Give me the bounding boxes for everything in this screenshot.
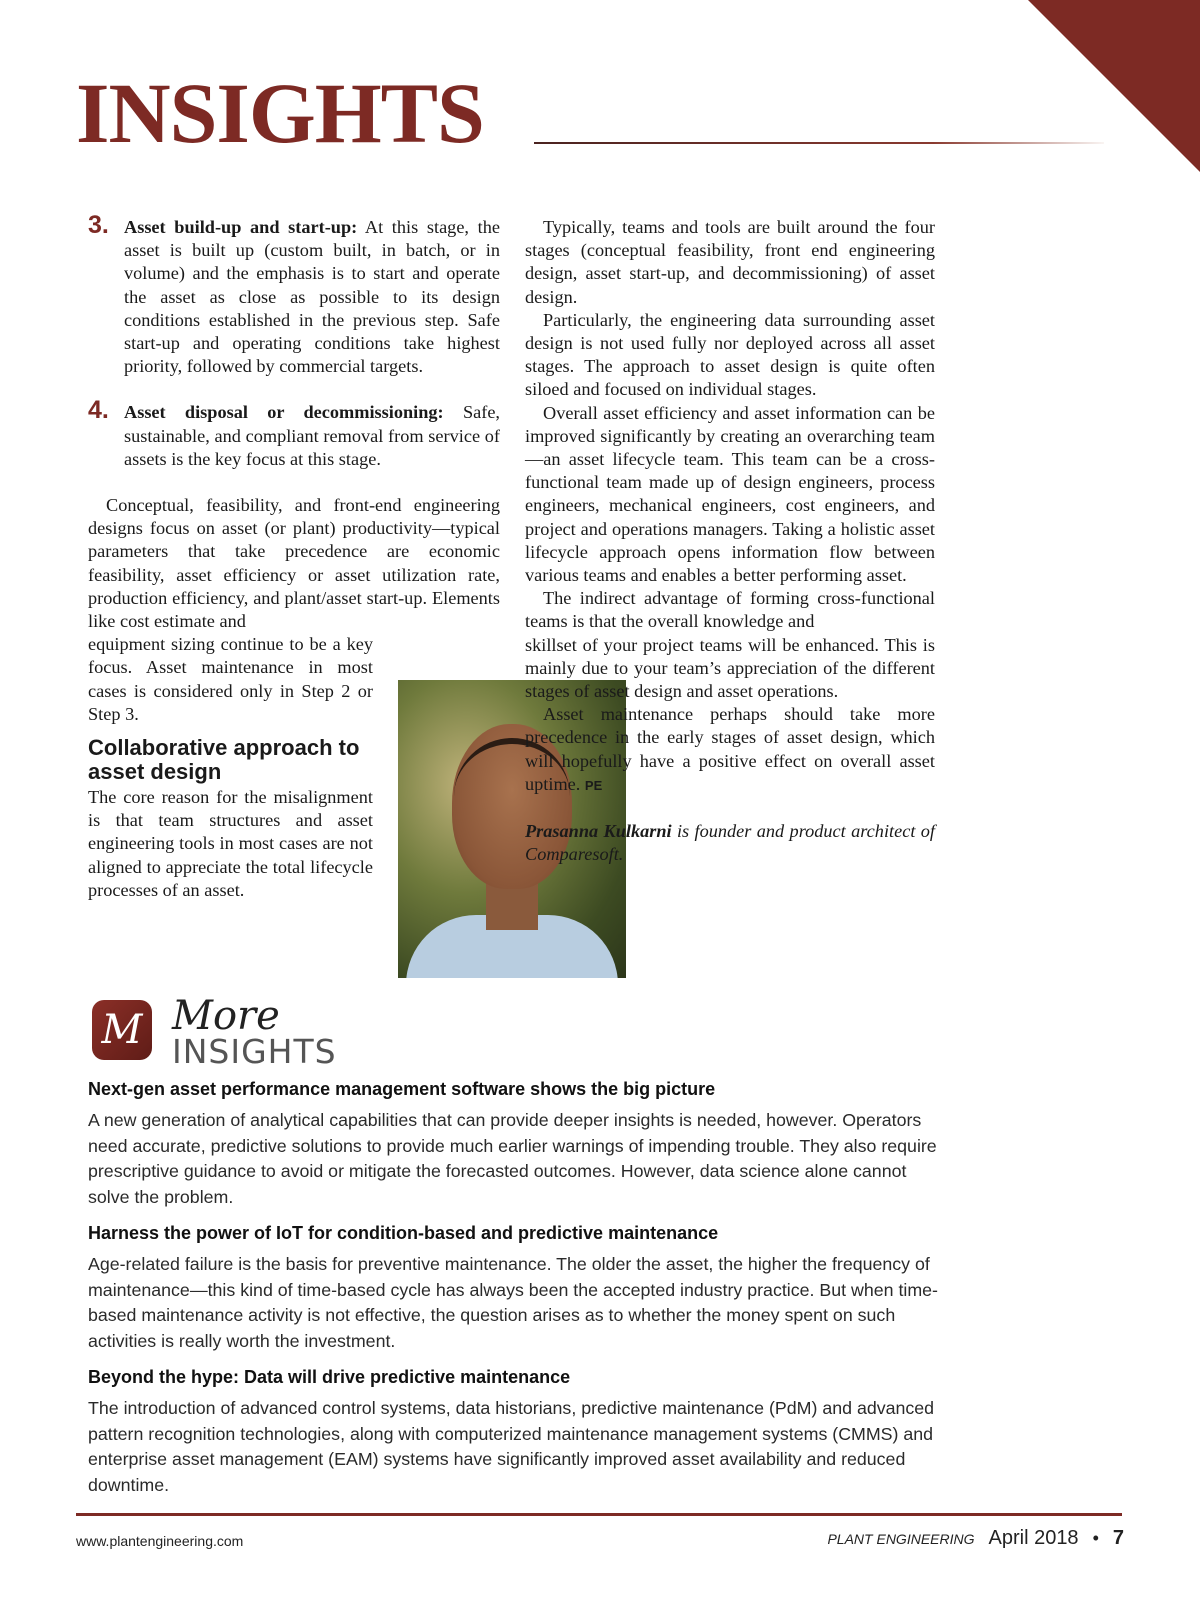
list-item[interactable] (88, 1220, 948, 1354)
more-insights-heading-bottom: INSIGHTS (172, 1032, 337, 1071)
body-paragraph: Asset maintenance perhaps should take more precedence in the early stages of asset design, which will hopefully have a positive effect on overall asset uptime. PE (525, 704, 935, 794)
body-paragraph: The indirect advantage of forming cross-functional teams is that the overall knowledge and (525, 588, 935, 632)
list-item-text: Safe, sustainable, and compliant removal from service of assets is the key focus at this stage. (124, 402, 500, 469)
body-paragraph: equipment sizing continue to be a key focus. Asset maintenance in most cases is considered only in Step 2 or Step 3. (88, 634, 373, 724)
footer-url[interactable]: www.plantengineering.com (76, 1533, 244, 1549)
title-rule (534, 142, 1104, 144)
list-item-text: At this stage, the asset is built up (custom built, in batch, or in volume) and the emphasis is to start and operate the asset as close as possible to its design conditions established in the previous step. Safe start-up and operating conditions take highest priority, followed by commercial targets. (124, 217, 500, 377)
more-insights-list (88, 1076, 948, 1508)
page-number: 7 (1112, 1527, 1124, 1549)
list-item-label: Asset disposal or decommissioning: (124, 402, 444, 423)
article-summary: The introduction of advanced control systems, data historians, predictive maintenance (PdM) and advanced pattern recognition technologies, along with computerized maintenance management systems (CMMS) and enterprise asset management (EAM) systems have significantly improved asset availability and reduced downtime. (88, 1398, 935, 1495)
subheading: Collaborative approach to asset design (88, 735, 360, 785)
list-item[interactable] (88, 1076, 948, 1210)
list-number: 3. (88, 211, 109, 239)
body-paragraph: Overall asset efficiency and asset information can be improved significantly by creating an overarching team—an asset lifecycle team. This team can be a cross-functional team made up of design engineers, process engineers, mechanical engineers, cost engineers, and project and operations managers. Taking a holistic asset lifecycle approach opens information flow between various teams and enables a better performing asset. (525, 402, 935, 586)
list-item-label: Asset build-up and start-up: (124, 217, 358, 237)
section-title: INSIGHTS (76, 65, 484, 161)
body-paragraph: Conceptual, feasibility, and front-end engineering designs focus on asset (or plant) productivity—typical parameters that take precedence are economic feasibility, asset efficiency or asset utilization rate, production efficiency, and plant/asset start-up. Elements like cost estimate and (88, 495, 500, 632)
list-item-3 (88, 211, 500, 378)
issue-date: April 2018 (988, 1527, 1079, 1549)
logo-letter: M (92, 1000, 152, 1060)
author-bio: Prasanna Kulkarni is founder and product architect of Comparesoft. (525, 821, 935, 865)
end-mark: PE (584, 777, 603, 793)
body-paragraph: skillset of your project teams will be enhanced. This is mainly due to your team’s appreciation of the different stages of asset design and asset operations. (525, 634, 935, 702)
publication-name: PLANT ENGINEERING (827, 1531, 975, 1547)
more-insights-logo (92, 1000, 158, 1060)
footer-separator: • (1092, 1528, 1099, 1548)
body-paragraph: Particularly, the engineering data surrounding asset design is not used fully nor deployed across all asset stages. The approach to asset design is quite often siloed and focused on individual stages. (525, 309, 935, 400)
body-paragraph: Typically, teams and tools are built around the four stages (conceptual feasibility, front end engineering design, asset start-up, and decommissioning) of asset design. (525, 217, 935, 307)
author-name: Prasanna Kulkarni (525, 821, 672, 842)
article-summary: Age-related failure is the basis for preventive maintenance. The older the asset, the higher the frequency of maintenance—this kind of time-based cycle has always been the accepted industry practice. But when time-based maintenance activity is not effective, the question arises as to whether the money spent on such activities is really worth the investment. (88, 1254, 938, 1351)
footer-info (827, 1527, 1124, 1550)
list-item[interactable] (88, 1364, 948, 1498)
article-link-title[interactable]: Beyond the hype: Data will drive predictive maintenance (88, 1367, 571, 1387)
footer-rule (76, 1513, 1122, 1516)
right-column (525, 216, 935, 866)
more-insights-heading-top: More (172, 993, 280, 1039)
list-item-4 (88, 396, 500, 471)
list-number: 4. (88, 396, 109, 425)
corner-decoration (1028, 0, 1200, 172)
article-link-title[interactable]: Harness the power of IoT for condition-based and predictive maintenance (88, 1223, 719, 1243)
article-link-title[interactable]: Next-gen asset performance management software shows the big picture (88, 1079, 716, 1099)
article-summary: A new generation of analytical capabilities that can provide deeper insights is needed, however. Operators need accurate, predictive solutions to provide much earlier warnings of impending trouble. They also require prescriptive guidance to avoid or mitigate the forecasted outcomes. However, data science alone cannot solve the problem. (88, 1110, 937, 1207)
body-paragraph: The core reason for the misalignment is that team structures and asset engineering tools in most cases are not aligned to appreciate the total lifecycle processes of an asset. (88, 787, 373, 900)
